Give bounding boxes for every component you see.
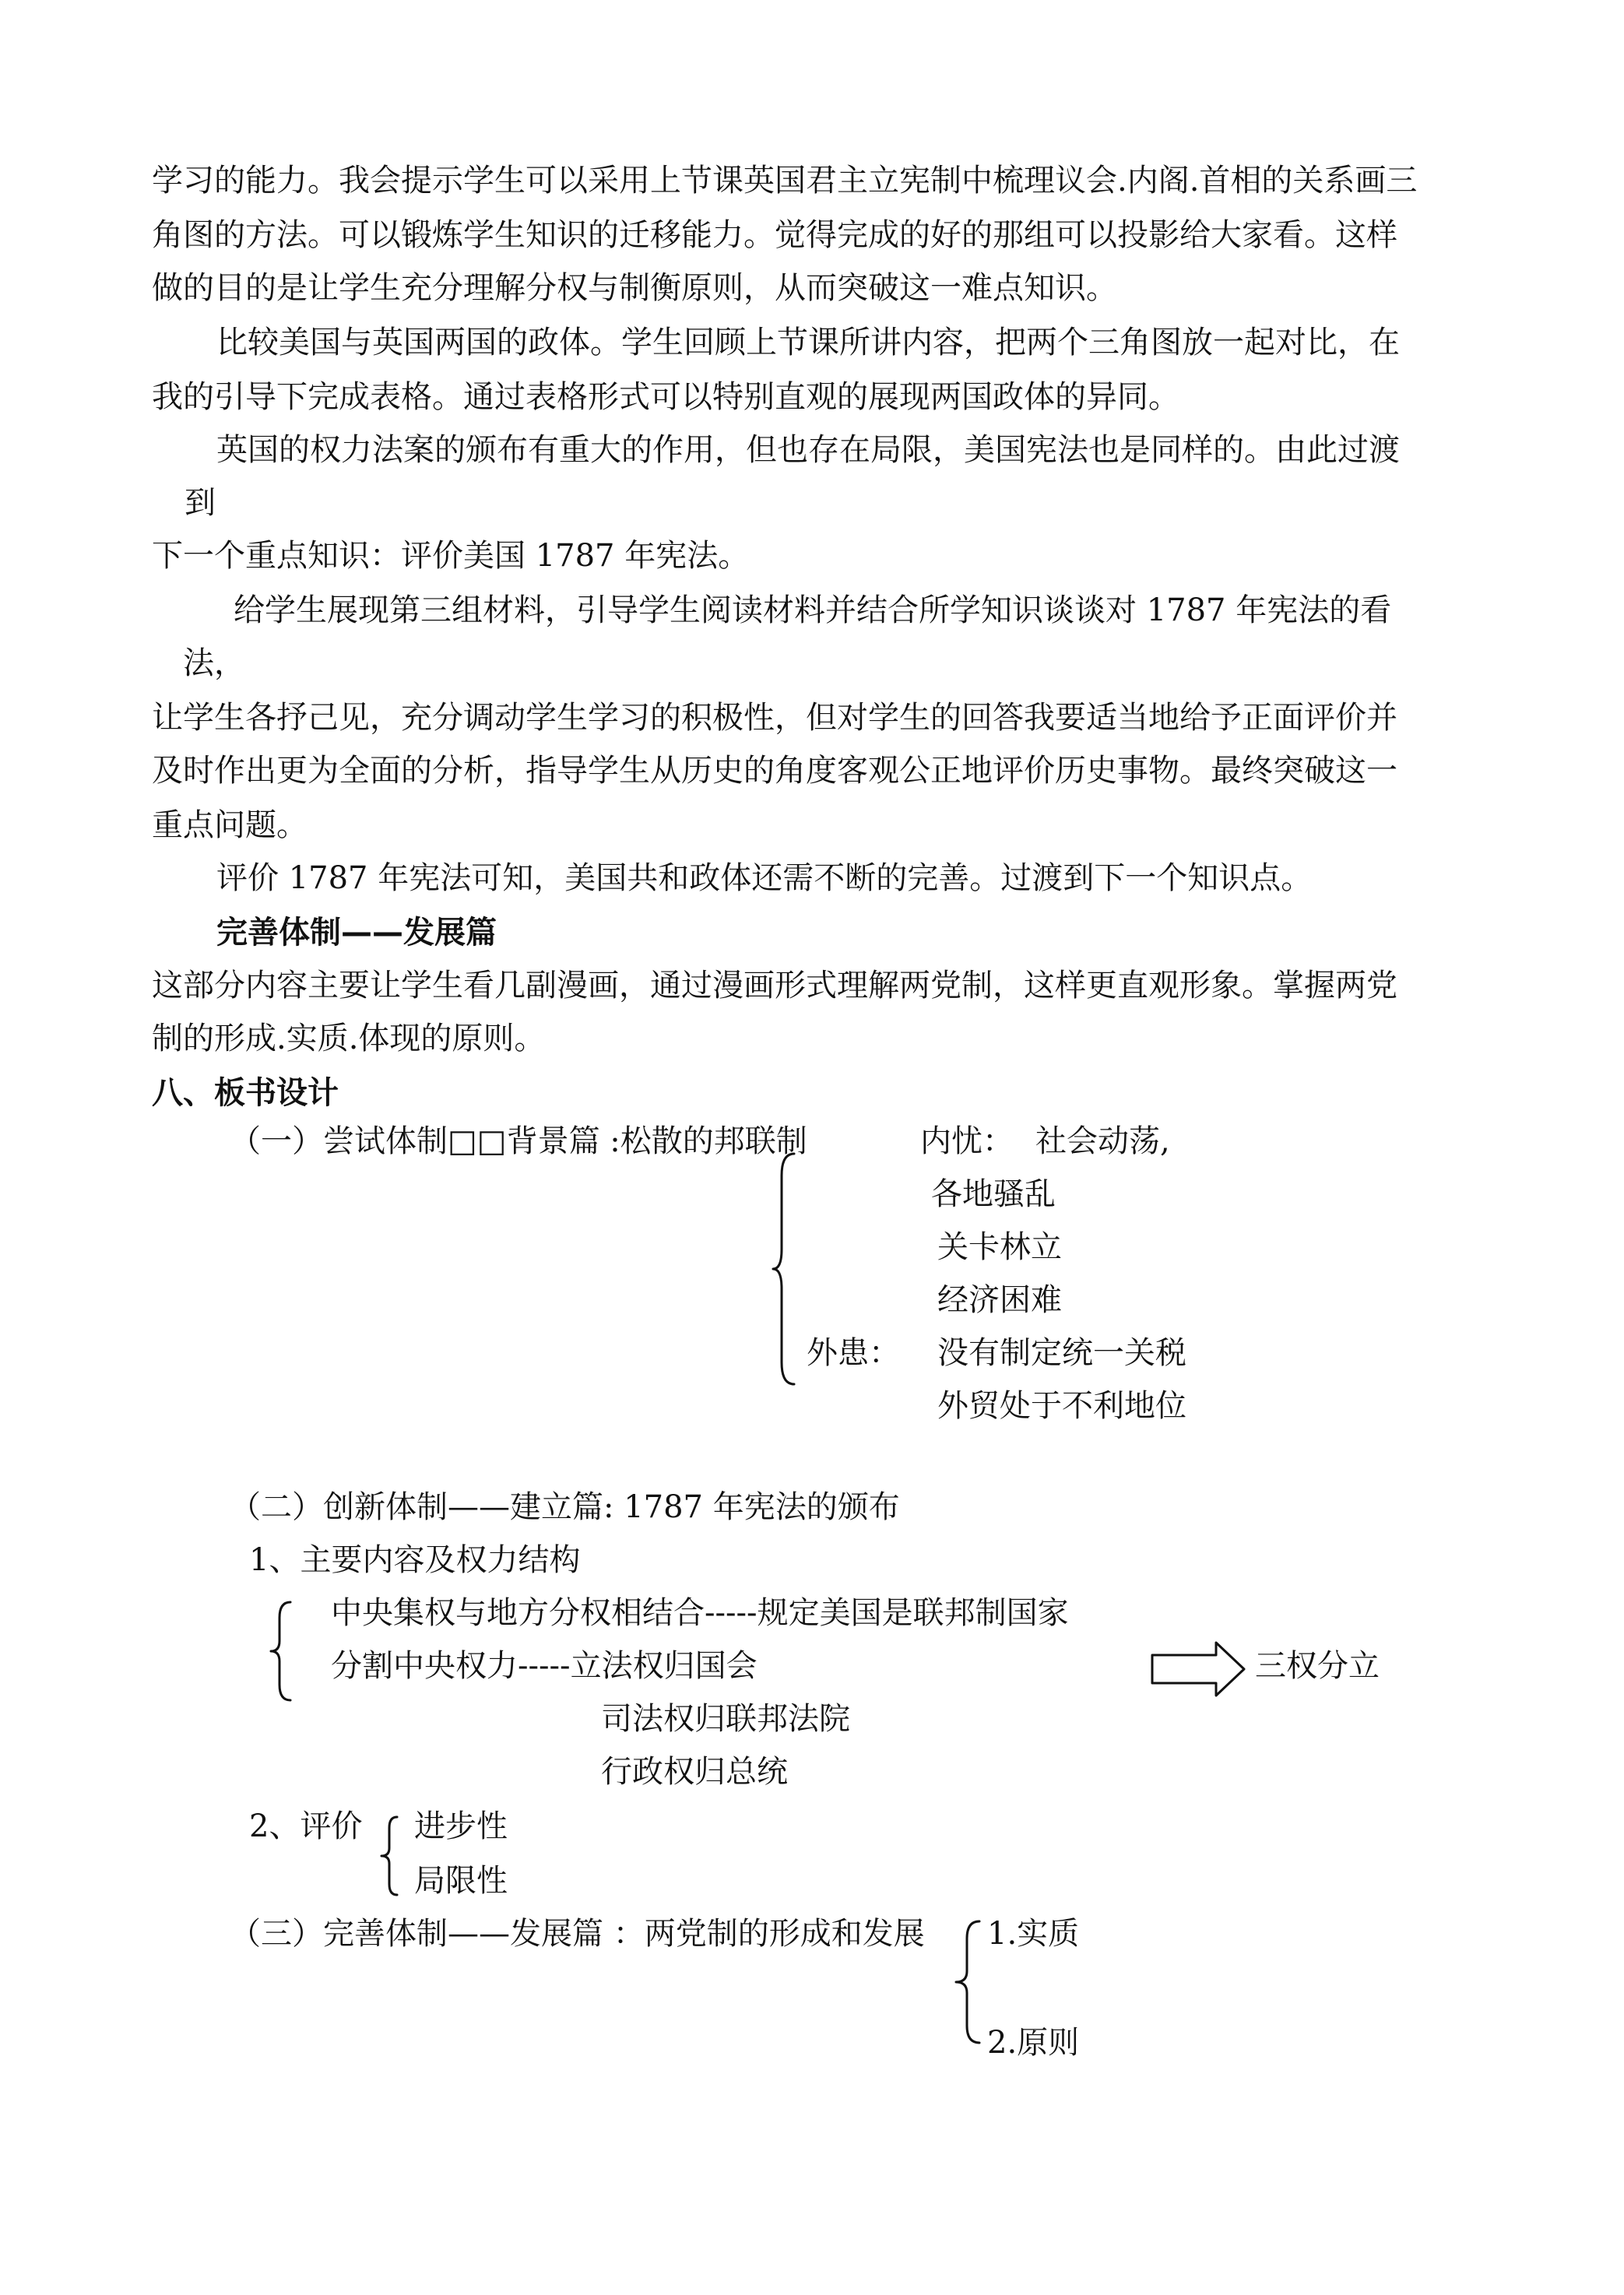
paragraph-2-line-1: 比较美国与英国两国的政体。学生回顾上节课所讲内容，把两个三角图放一起对比，在 xyxy=(216,325,1400,360)
party-item-essence: 1.实质 xyxy=(987,1916,1080,1952)
external-troubles-label: 外患： xyxy=(807,1335,900,1371)
party-item-principle: 2.原则 xyxy=(987,2025,1080,2061)
paragraph-3-line-1: 英国的权力法案的颁布有重大的作用，但也存在局限，美国宪法也是同样的。由此过渡 xyxy=(216,432,1400,468)
external-item-1: 没有制定统一关税 xyxy=(937,1335,1186,1371)
board-part1-heading: （一）尝试体制□□背景篇 :松散的邦联制 xyxy=(230,1123,807,1159)
subheading-development: 完善体制——发展篇 xyxy=(216,915,497,951)
board-part2-heading: （二）创新体制——建立篇: 1787 年宪法的颁布 xyxy=(230,1489,900,1525)
board-part3-heading: （三）完善体制——发展篇 ：两党制的形成和发展 xyxy=(230,1916,925,1952)
paragraph-6-line-1: 这部分内容主要让学生看几副漫画，通过漫画形式理解两党制，这样更直观形象。掌握两党 xyxy=(152,968,1397,1003)
paragraph-4-line-5: 重点问题。 xyxy=(152,807,308,843)
curly-brace-4 xyxy=(951,1917,986,2047)
content-line-judicial: 司法权归联邦法院 xyxy=(601,1701,850,1737)
right-arrow-icon xyxy=(1151,1640,1247,1699)
content-line-executive: 行政权归总统 xyxy=(601,1754,788,1790)
external-item-2: 外贸处于不利地位 xyxy=(937,1388,1186,1424)
paragraph-4-line-2: 法， xyxy=(183,645,245,681)
internal-item-2: 各地骚乱 xyxy=(931,1176,1056,1212)
curly-brace-1 xyxy=(771,1152,802,1386)
paragraph-4-line-4: 及时作出更为全面的分析，指导学生从历史的角度客观公正地评价历史事物。最终突破这一 xyxy=(152,753,1397,789)
content-line-federalism: 中央集权与地方分权相结合-----规定美国是联邦制国家 xyxy=(331,1595,1069,1631)
paragraph-3-line-2: 到 xyxy=(185,485,216,521)
paragraph-1-line-3: 做的目的是让学生充分理解分权与制衡原则，从而突破这一难点知识。 xyxy=(152,270,1117,306)
paragraph-4-line-3: 让学生各抒己见，充分调动学生学习的积极性，但对学生的回答我要适当地给予正面评价并 xyxy=(152,700,1397,736)
content-line-legislative: 分割中央权力-----立法权归国会 xyxy=(331,1648,758,1684)
main-content-subheading: 1、主要内容及权力结构 xyxy=(249,1542,581,1578)
curly-brace-2 xyxy=(269,1601,297,1702)
internal-item-1: 社会动荡, xyxy=(1035,1123,1170,1159)
paragraph-4-line-1: 给学生展现第三组材料，引导学生阅读材料并结合所学知识谈谈对 1787 年宪法的看 xyxy=(234,592,1392,628)
paragraph-5: 评价 1787 年宪法可知，美国共和政体还需不断的完善。过渡到下一个知识点。 xyxy=(216,860,1313,896)
curly-brace-3 xyxy=(377,1811,403,1901)
separation-of-powers: 三权分立 xyxy=(1255,1648,1380,1684)
paragraph-1-line-2: 角图的方法。可以锻炼学生知识的迁移能力。觉得完成的好的那组可以投影给大家看。这样 xyxy=(152,217,1397,253)
evaluation-item-progressive: 进步性 xyxy=(414,1808,508,1844)
internal-troubles-label: 内忧： xyxy=(920,1123,1014,1159)
internal-item-3: 关卡林立 xyxy=(937,1229,1062,1265)
evaluation-item-limitation: 局限性 xyxy=(414,1863,508,1899)
paragraph-3-line-3: 下一个重点知识：评价美国 1787 年宪法。 xyxy=(152,538,750,574)
section-heading-board-design: 八、板书设计 xyxy=(152,1075,339,1111)
paragraph-6-line-2: 制的形成.实质.体现的原则。 xyxy=(152,1021,546,1056)
internal-item-4: 经济困难 xyxy=(937,1282,1062,1318)
paragraph-2-line-2: 我的引导下完成表格。通过表格形式可以特别直观的展现两国政体的异同。 xyxy=(152,379,1179,415)
paragraph-1-line-1: 学习的能力。我会提示学生可以采用上节课英国君主立宪制中梳理议会.内阁.首相的关系画三 xyxy=(152,163,1418,199)
evaluation-label: 2、评价 xyxy=(249,1808,363,1844)
